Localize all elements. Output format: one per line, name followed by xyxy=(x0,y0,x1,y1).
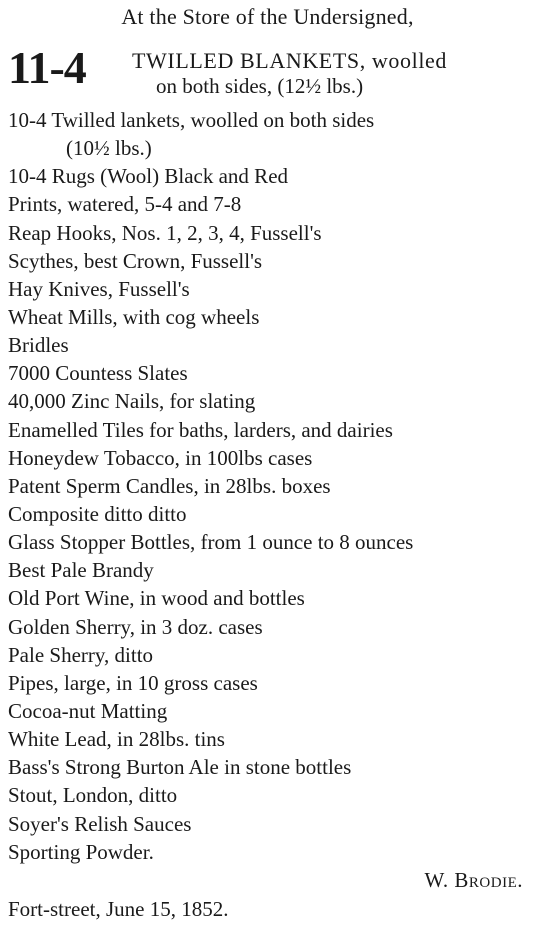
goods-item: Soyer's Relish Sauces xyxy=(8,811,192,836)
goods-item: Pale Sherry, ditto xyxy=(8,642,154,667)
goods-item: Enamelled Tiles for baths, larders, and dairies xyxy=(8,417,393,442)
lead-size-label: 11-4 xyxy=(8,42,86,93)
goods-item: Bridles xyxy=(8,333,69,358)
merchant-signature: W. Brodie. xyxy=(424,868,523,892)
goods-item: 10-4 Rugs (Wool) Black and Red xyxy=(8,164,289,189)
goods-item: Scythes, best Crown, Fussell's xyxy=(8,248,263,273)
goods-item: Pipes, large, in 10 gross cases xyxy=(8,670,258,695)
lead-item-detail: on both sides, (12½ lbs.) xyxy=(156,74,364,98)
goods-item: Bass's Strong Burton Ale in stone bottles xyxy=(8,755,352,780)
goods-item: Patent Sperm Candles, in 28lbs. boxes xyxy=(8,473,331,498)
goods-item-continuation: (10½ lbs.) xyxy=(66,136,152,161)
goods-item: Glass Stopper Bottles, from 1 ounce to 8 ounces xyxy=(8,530,414,555)
goods-item: Wheat Mills, with cog wheels xyxy=(8,304,260,329)
goods-item: Best Pale Brandy xyxy=(8,558,154,583)
goods-item: Golden Sherry, in 3 doz. cases xyxy=(8,614,263,639)
goods-item: Cocoa-nut Matting xyxy=(8,698,168,723)
goods-item: 7000 Countess Slates xyxy=(8,361,188,386)
goods-item: Composite ditto ditto xyxy=(8,501,187,526)
lead-item-title: TWILLED BLANKETS, woolled xyxy=(132,48,447,73)
dateline: Fort-street, June 15, 1852. xyxy=(8,897,229,921)
goods-item: Sporting Powder. xyxy=(8,839,154,864)
goods-item: White Lead, in 28lbs. tins xyxy=(8,727,225,752)
goods-item: Stout, London, ditto xyxy=(8,783,178,808)
goods-list xyxy=(8,106,533,866)
goods-item: Reap Hooks, Nos. 1, 2, 3, 4, Fussell's xyxy=(8,220,322,245)
goods-item: Honeydew Tobacco, in 100lbs cases xyxy=(8,445,313,470)
advert-header: At the Store of the Undersigned, xyxy=(121,4,414,29)
goods-item: 40,000 Zinc Nails, for slating xyxy=(8,389,256,414)
goods-item: Old Port Wine, in wood and bottles xyxy=(8,586,305,611)
goods-item: Hay Knives, Fussell's xyxy=(8,276,190,301)
goods-item: 10-4 Twilled lankets, woolled on both sides xyxy=(8,108,375,132)
goods-item: Prints, watered, 5-4 and 7-8 xyxy=(8,192,242,217)
